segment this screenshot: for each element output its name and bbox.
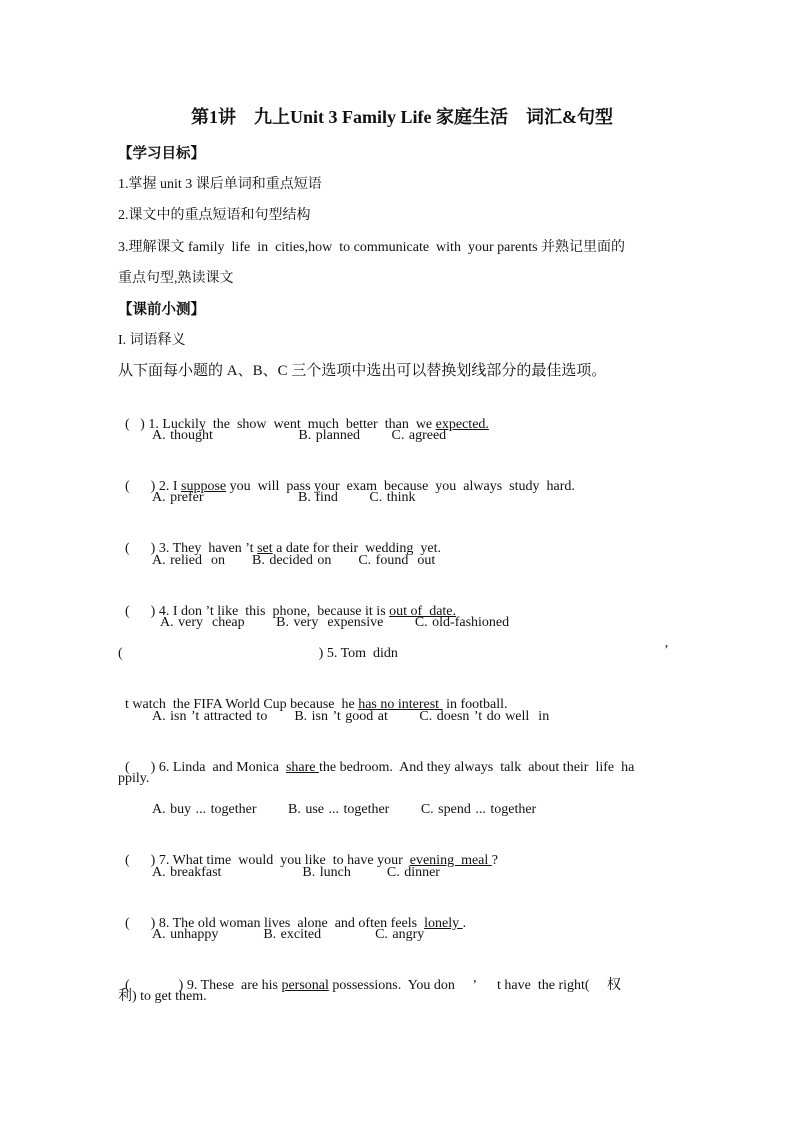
question-4-options: A. very cheap B. very expensive C. old-fashioned — [160, 615, 510, 630]
question-4: ( ) 4. I don ’t like this phone, because it is out of date. — [125, 604, 457, 619]
question-8-options: A. unhappy B. excited C. angry — [152, 927, 425, 942]
goals-heading: 【学习目标】 — [118, 146, 205, 162]
question-5: ( ) 5. Tom didn — [118, 646, 398, 661]
question-5-cont: t watch the FIFA World Cup because he has no interest in football. — [125, 697, 508, 712]
goal-item-2: 2.课文中的重点短语和句型结构 — [118, 208, 311, 223]
question-2: ( ) 2. I suppose you will pass your exam because you always study hard. — [125, 479, 575, 494]
question-5-options: A. isn ’t attracted to B. isn ’t good at C. doesn ’t do well in — [152, 709, 550, 724]
instruction: 从下面每小题的 A、B、C 三个选项中选出可以替换划线部分的最佳选项。 — [118, 363, 607, 379]
question-6-options: A. buy ... together B. use ... together C. spend ... together — [152, 802, 537, 817]
question-9-cont: 利) to get them. — [118, 989, 207, 1004]
question-6-cont: ppily. — [118, 771, 150, 786]
question-3: ( ) 3. They haven ’t set a date for their wedding yet. — [125, 541, 441, 556]
page-title: 第1讲 九上Unit 3 Family Life 家庭生活 词汇&句型 — [191, 107, 613, 127]
question-1-options: A. thought B. planned C. agreed — [152, 428, 447, 443]
question-2-options: A. prefer B. find C. think — [152, 490, 416, 505]
goal-item-3-cont: 重点句型,熟读课文 — [118, 271, 234, 286]
question-9: ( ) 9. These are his personal possessions. You don ’ t have the right( 权 — [125, 978, 622, 993]
question-6: ( ) 6. Linda and Monica share the bedroom. And they always talk about their life ha — [125, 760, 635, 775]
question-1: ( ) 1. Luckily the show went much better than we expected. — [125, 417, 489, 432]
question-8: ( ) 8. The old woman lives alone and often feels lonely . — [125, 916, 467, 931]
question-5-apostrophe: ’ — [664, 643, 669, 658]
section-title: I. 词语释义 — [118, 333, 186, 348]
goal-item-3: 3.理解课文 family life in cities,how to communicate with your parents 并熟记里面的 — [118, 240, 626, 255]
question-7-options: A. breakfast B. lunch C. dinner — [152, 865, 440, 880]
question-7: ( ) 7. What time would you like to have your evening meal ? — [125, 853, 498, 868]
pretest-heading: 【课前小测】 — [118, 302, 205, 318]
goal-item-1: 1.掌握 unit 3 课后单词和重点短语 — [118, 177, 322, 192]
question-3-options: A. relied on B. decided on C. found out — [152, 553, 436, 568]
